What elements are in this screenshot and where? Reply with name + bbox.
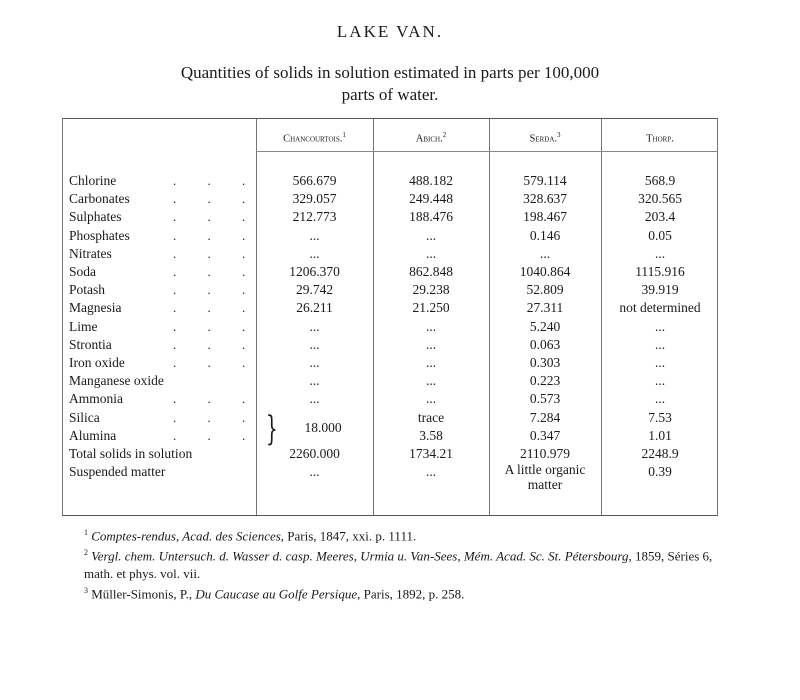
table-cell: 328.637 — [523, 191, 567, 207]
leader-dots: . . . — [173, 391, 260, 407]
table-cell: 212.773 — [292, 209, 337, 225]
table-cell: ... — [654, 245, 666, 261]
col-header-thorp: Thorp. — [646, 133, 674, 145]
table-cell: 1734.21 — [409, 446, 453, 461]
row-label: Nitrates — [69, 245, 112, 261]
table-cell: 0.223 — [529, 373, 561, 389]
table-cell: 39.919 — [641, 282, 679, 298]
row-label: Suspended matter — [69, 464, 166, 480]
table-cell: ... — [654, 336, 666, 352]
row-label: Total solids in solution — [69, 446, 193, 461]
row-label: Iron oxide — [69, 355, 125, 370]
table-cell: 579.114 — [523, 173, 567, 188]
header-rule — [256, 151, 718, 152]
table-cell: ... — [425, 391, 437, 407]
leader-dots: . . . — [173, 282, 260, 298]
footnote-1: $^1$ Comptes-rendus, Acad. des Sciences, Paris, 1847, xxi. p. 1111. — [84, 528, 417, 544]
row-label: Alumina — [69, 427, 117, 443]
table-cell: 568.9 — [644, 173, 676, 188]
table-cell: 0.39 — [648, 464, 672, 480]
table-cell: 0.573 — [529, 391, 561, 407]
table-cell: ... — [654, 391, 666, 407]
table-cell: 0.303 — [529, 355, 561, 370]
table-cell: ... — [654, 355, 666, 370]
footnote-3: $^3$ Müller-Simonis, P., Du Caucase au Golfe Persique, Paris, 1892, p. 258. — [84, 585, 465, 601]
table-cell: ... — [425, 355, 437, 370]
leader-dots: . . . — [173, 318, 260, 334]
leader-dots: . . . — [173, 264, 260, 279]
leader-dots: . . . — [173, 355, 260, 370]
table-cell: ... — [425, 318, 437, 334]
leader-dots: . . . — [173, 173, 260, 188]
row-label: Lime — [69, 318, 98, 334]
table-cell: 29.742 — [295, 282, 334, 298]
page-title: LAKE VAN. — [336, 22, 444, 41]
col-header-serda: Serda.$^3$ — [529, 131, 561, 145]
table-cell: 329.057 — [292, 191, 337, 207]
table-cell: not determined — [619, 300, 701, 316]
row-label: Carbonates — [69, 191, 130, 207]
table-cell: 1.01 — [648, 427, 672, 443]
table-cell: 488.182 — [409, 173, 453, 188]
table-cell: 2110.979 — [519, 446, 571, 461]
table-cell: ... — [425, 245, 437, 261]
table-cell: 0.347 — [529, 427, 561, 443]
table-cell: ... — [309, 391, 320, 407]
cell-silica-alumina-chancourtois: 18.000 — [304, 420, 342, 435]
subtitle — [0, 62, 780, 106]
row-label: Soda — [69, 264, 96, 279]
leader-dots: . . . — [173, 427, 260, 443]
brace-silica-alumina: } — [265, 409, 278, 449]
table-cell: 0.146 — [529, 227, 561, 243]
row-label: Ammonia — [69, 391, 123, 407]
leader-dots: . . . — [173, 209, 260, 225]
row-label: Chlorine — [69, 173, 117, 188]
row-label: Phosphates — [69, 227, 130, 243]
col-header-chancourtois: Chancourtois.$^1$ — [283, 131, 346, 145]
table-cell: 29.238 — [412, 282, 450, 298]
table-cell: 21.250 — [412, 300, 450, 316]
table-cell: 27.311 — [526, 300, 564, 316]
table-cell: 3.58 — [419, 427, 443, 443]
subtitle-line-1: Quantities of solids in solution estimated in parts per 100,000 — [180, 63, 600, 82]
table-cell: 52.809 — [526, 282, 564, 298]
row-label: Magnesia — [69, 300, 122, 316]
table-cell: 26.211 — [296, 300, 333, 316]
table-cell: 1040.864 — [519, 264, 571, 279]
table-cell: 1206.370 — [289, 264, 340, 279]
table-cell: trace — [417, 409, 445, 425]
row-label: Strontia — [69, 336, 112, 352]
row-label: Sulphates — [69, 209, 122, 225]
table-cell: ... — [539, 245, 551, 261]
table-cell: ... — [425, 373, 437, 389]
leader-dots: . . . — [173, 300, 260, 316]
leader-dots: . . . — [173, 245, 260, 261]
row-label: Potash — [69, 282, 106, 298]
table-cell: 2248.9 — [641, 446, 679, 461]
table-cell: 249.448 — [409, 191, 453, 207]
table-cell: 320.565 — [638, 191, 682, 207]
table-cell: 1115.916 — [635, 264, 685, 279]
table-cell: ... — [425, 227, 437, 243]
table-cell: ... — [425, 464, 437, 480]
col-header-abich: Abich.$^2$ — [415, 131, 447, 145]
table-cell: 0.063 — [529, 336, 561, 352]
table-cell: 7.53 — [648, 409, 672, 425]
data-table — [62, 118, 718, 516]
table-cell: ... — [309, 336, 320, 352]
leader-dots: . . . — [173, 191, 260, 207]
table-cell: ... — [309, 227, 320, 243]
table-cell: ... — [654, 318, 666, 334]
footnotes — [84, 524, 724, 602]
table-cell: A little organic matter — [504, 462, 586, 493]
table-cell: ... — [309, 373, 320, 389]
table-cell: 203.4 — [644, 209, 676, 225]
table-cell: ... — [309, 464, 320, 480]
table-cell: 188.476 — [409, 209, 453, 225]
table-cell: 7.284 — [529, 409, 561, 425]
table-cell: ... — [309, 245, 320, 261]
table-cell: 862.848 — [409, 264, 453, 279]
table-cell: 2260.000 — [289, 446, 340, 461]
table-cell: ... — [309, 318, 320, 334]
table-cell: 198.467 — [523, 209, 567, 225]
table-cell: ... — [654, 373, 666, 389]
leader-dots: . . . — [173, 227, 260, 243]
table-cell: 566.679 — [292, 173, 337, 188]
leader-dots: . . . — [173, 409, 260, 425]
subtitle-line-2: parts of water. — [341, 85, 439, 104]
row-label: Manganese oxide — [69, 373, 164, 389]
table-cell: ... — [425, 336, 437, 352]
table-cell: 0.05 — [648, 227, 672, 243]
table-cell: ... — [309, 355, 320, 370]
footnote-2: $^2$ Vergl. chem. Untersuch. d. Wasser d. casp. Meeres, Urmia u. Van-Sees, Mém. Acad. Sc. St. Pétersbourg, 1859, Séries 6, math. et phys. vol. vii. — [84, 548, 713, 581]
table-cell: 5.240 — [529, 318, 561, 334]
row-label: Silica — [69, 409, 100, 425]
leader-dots: . . . — [173, 336, 260, 352]
